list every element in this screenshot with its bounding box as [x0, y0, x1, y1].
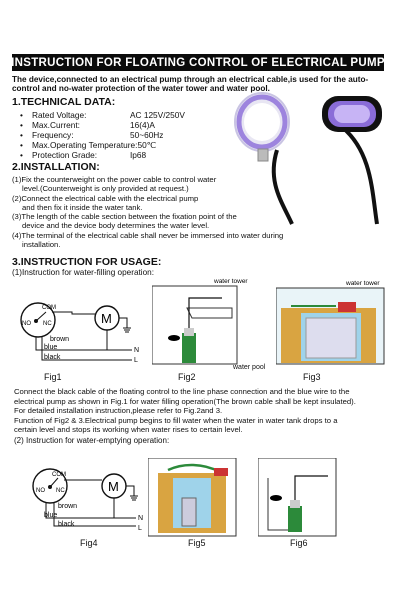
fig6-diagram — [258, 458, 338, 538]
technical-data-heading: 1.TECHNICAL DATA: — [12, 96, 116, 108]
spec-row: • Frequency: 50~60Hz — [20, 130, 164, 140]
blue-label: blue — [44, 344, 58, 351]
usage-paragraph: Connect the black cable of the floating control to the line phase connection and the blue wire to the electrical pump as shown in Fig.1 for water filling operation(The brown cable shall be kept insulated). For detailed installation instruction,please refer to Fig.2and 3. Function of Fig2 & 3.Electrical pump begins to fill water when the water in water tank drops to a certain level and stops its working when water rises to certain level. — [14, 387, 356, 435]
fig2-caption: Fig2 — [178, 372, 196, 382]
fig1-wiring-diagram — [12, 292, 142, 372]
svg-text:M: M — [108, 479, 119, 494]
fig4-caption: Fig4 — [80, 538, 98, 548]
spec-row: • Protection Grade: Ip68 — [20, 150, 147, 160]
fig5-diagram — [148, 458, 238, 538]
svg-text:brown: brown — [58, 503, 78, 510]
page-title: INSTRUCTION FOR FLOATING CONTROL OF ELECTRICAL PUMP — [12, 54, 384, 71]
water-tower-label: water tower — [214, 278, 248, 285]
com-label: COM — [42, 305, 56, 311]
fig3-diagram — [276, 278, 394, 366]
no-label: NO — [22, 321, 31, 327]
filling-title: (1)Instruction for water-filling operation: — [12, 268, 154, 277]
fig1-caption: Fig1 — [44, 372, 62, 382]
usage-heading: 3.INSTRUCTION FOR USAGE: — [12, 256, 162, 268]
water-pool-label: water pool — [233, 364, 266, 371]
water-tower-label-2: water tower — [346, 280, 380, 287]
spec-row: • Rated Voltage: AC 125V/250V — [20, 110, 185, 120]
svg-text:NC: NC — [56, 488, 65, 494]
svg-text:NO: NO — [36, 488, 45, 494]
fig3-caption: Fig3 — [303, 372, 321, 382]
black-label: black — [44, 354, 61, 361]
spec-row: • Max.Current: 16(4)A — [20, 120, 155, 130]
fig6-caption: Fig6 — [290, 538, 308, 548]
svg-text:black: black — [58, 521, 75, 528]
fig2-diagram — [152, 278, 267, 366]
brown-label: brown — [50, 336, 70, 343]
installation-steps: (1)Fix the counterweight on the power cable to control water level.(Counterweight is only provided at request.) (2)Connect the electrical cable with the electrical pump and then fix it inside the water tank. (3)The length of the cable section between the fixation point of the device and the device body determines the water level. (4)The terminal of the electrical cable shall never be immersed into water during installation. — [12, 175, 284, 250]
n-label: N — [134, 347, 140, 354]
fig4-wiring-diagram — [14, 460, 144, 540]
motor-label: M — [101, 311, 112, 326]
svg-text:L: L — [138, 525, 142, 532]
spec-row: • Max.Operating Temperature: 50℃ — [20, 140, 156, 150]
svg-text:N: N — [138, 515, 144, 522]
nc-label: NC — [43, 321, 52, 327]
l-label: L — [134, 357, 138, 364]
svg-text:blue: blue — [44, 512, 58, 519]
svg-text:COM: COM — [52, 472, 66, 478]
intro-text: The device,connected to an electrical pump through an electrical cable,is used for the auto-control and no-water protection of the water tower and water pool. — [12, 75, 369, 94]
fig5-caption: Fig5 — [188, 538, 206, 548]
installation-heading: 2.INSTALLATION: — [12, 161, 100, 173]
emptying-title: (2) Instruction for water-emptying operation: — [14, 436, 170, 445]
